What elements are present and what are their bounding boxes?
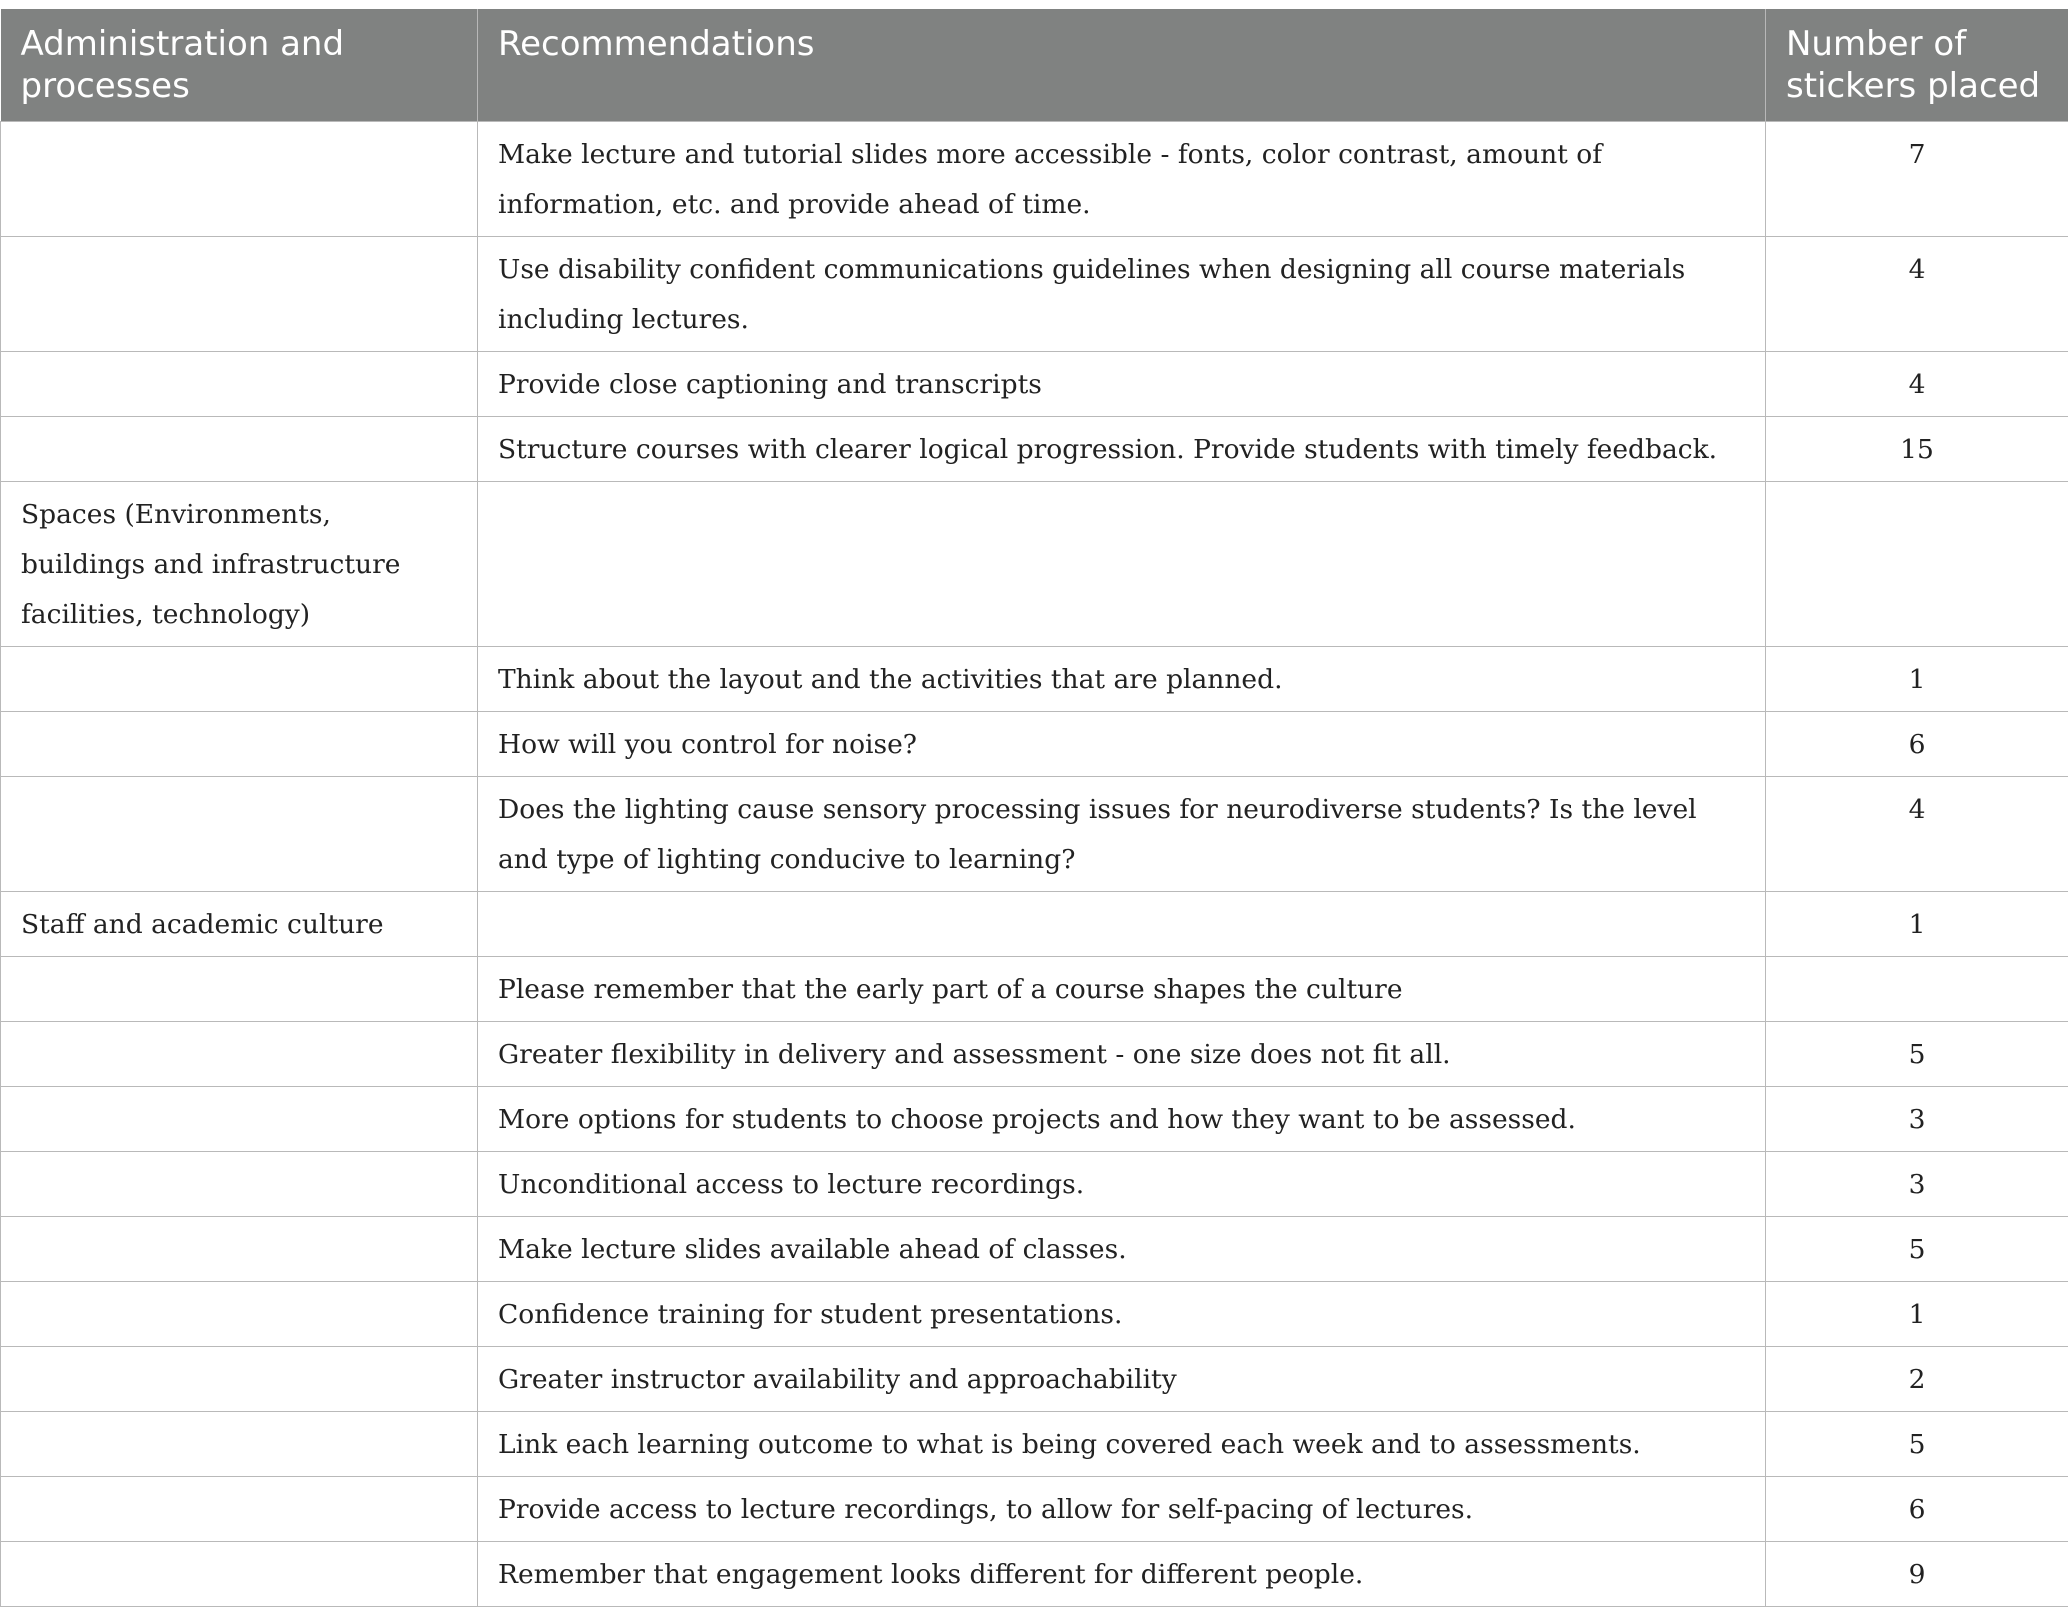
category-cell bbox=[1, 1022, 478, 1087]
category-cell bbox=[1, 122, 478, 237]
category-cell bbox=[1, 1542, 478, 1607]
recommendation-cell: Make lecture slides available ahead of classes. bbox=[478, 1217, 1766, 1282]
category-cell: Spaces (Environments, buildings and infrastructure facilities, technology) bbox=[1, 482, 478, 647]
category-cell bbox=[1, 417, 478, 482]
category-cell bbox=[1, 1282, 478, 1347]
category-cell: Staff and academic culture bbox=[1, 892, 478, 957]
table-row bbox=[1, 1282, 2068, 1347]
sticker-count-cell bbox=[1766, 482, 2068, 647]
category-cell bbox=[1, 1087, 478, 1152]
category-cell bbox=[1, 237, 478, 352]
header-recommendations: Recommendations bbox=[478, 9, 1766, 122]
recommendation-cell: Link each learning outcome to what is being covered each week and to assessments. bbox=[478, 1412, 1766, 1477]
recommendation-cell: Greater instructor availability and approachability bbox=[478, 1347, 1766, 1412]
table-row bbox=[1, 647, 2068, 712]
table-row bbox=[1, 892, 2068, 957]
header-row bbox=[1, 9, 2068, 122]
recommendation-cell: Confidence training for student presentations. bbox=[478, 1282, 1766, 1347]
category-cell bbox=[1, 1477, 478, 1542]
recommendation-cell: More options for students to choose projects and how they want to be assessed. bbox=[478, 1087, 1766, 1152]
recommendation-cell: Think about the layout and the activities that are planned. bbox=[478, 647, 1766, 712]
sticker-count-cell: 1 bbox=[1766, 892, 2068, 957]
recommendation-cell: Structure courses with clearer logical progression. Provide students with timely feedback. bbox=[478, 417, 1766, 482]
table-row bbox=[1, 1022, 2068, 1087]
recommendation-cell bbox=[478, 892, 1766, 957]
table-body bbox=[1, 122, 2068, 1607]
sticker-count-cell: 6 bbox=[1766, 1477, 2068, 1542]
table-row bbox=[1, 1542, 2068, 1607]
sticker-count-cell: 5 bbox=[1766, 1412, 2068, 1477]
table-row bbox=[1, 352, 2068, 417]
sticker-count-cell: 5 bbox=[1766, 1022, 2068, 1087]
sticker-count-cell: 1 bbox=[1766, 647, 2068, 712]
table-row bbox=[1, 1412, 2068, 1477]
sticker-count-cell: 3 bbox=[1766, 1152, 2068, 1217]
recommendation-cell: Please remember that the early part of a course shapes the culture bbox=[478, 957, 1766, 1022]
sticker-count-cell: 15 bbox=[1766, 417, 2068, 482]
recommendation-cell: Make lecture and tutorial slides more accessible - fonts, color contrast, amount of information, etc. and provide ahead of time. bbox=[478, 122, 1766, 237]
header-number-of-stickers-placed: Number of stickers placed bbox=[1766, 9, 2068, 122]
table-row bbox=[1, 1347, 2068, 1412]
category-cell bbox=[1, 1347, 478, 1412]
table-row bbox=[1, 237, 2068, 352]
recommendations-table bbox=[0, 9, 2068, 1607]
recommendation-cell: Does the lighting cause sensory processing issues for neurodiverse students? Is the level and type of lighting conducive to learning? bbox=[478, 777, 1766, 892]
table-row bbox=[1, 777, 2068, 892]
recommendation-cell: Unconditional access to lecture recordings. bbox=[478, 1152, 1766, 1217]
table-row bbox=[1, 1087, 2068, 1152]
sticker-count-cell: 4 bbox=[1766, 237, 2068, 352]
header-administration-and-processes: Administration and processes bbox=[1, 9, 478, 122]
category-cell bbox=[1, 1152, 478, 1217]
sticker-count-cell: 4 bbox=[1766, 777, 2068, 892]
sticker-count-cell: 4 bbox=[1766, 352, 2068, 417]
sticker-count-cell: 6 bbox=[1766, 712, 2068, 777]
category-cell bbox=[1, 647, 478, 712]
recommendation-cell: Greater flexibility in delivery and assessment - one size does not fit all. bbox=[478, 1022, 1766, 1087]
sticker-count-cell: 7 bbox=[1766, 122, 2068, 237]
table-header bbox=[1, 9, 2068, 122]
table-row bbox=[1, 1477, 2068, 1542]
table-row bbox=[1, 122, 2068, 237]
table-row bbox=[1, 712, 2068, 777]
table-row bbox=[1, 957, 2068, 1022]
category-cell bbox=[1, 957, 478, 1022]
sticker-count-cell: 1 bbox=[1766, 1282, 2068, 1347]
sticker-count-cell: 9 bbox=[1766, 1542, 2068, 1607]
recommendation-cell: How will you control for noise? bbox=[478, 712, 1766, 777]
category-cell bbox=[1, 352, 478, 417]
table-row bbox=[1, 1152, 2068, 1217]
table-row bbox=[1, 482, 2068, 647]
sticker-count-cell: 3 bbox=[1766, 1087, 2068, 1152]
table-row bbox=[1, 1217, 2068, 1282]
recommendation-cell: Provide access to lecture recordings, to allow for self-pacing of lectures. bbox=[478, 1477, 1766, 1542]
recommendation-cell: Use disability confident communications guidelines when designing all course materials including lectures. bbox=[478, 237, 1766, 352]
sticker-count-cell: 2 bbox=[1766, 1347, 2068, 1412]
sticker-count-cell: 5 bbox=[1766, 1217, 2068, 1282]
category-cell bbox=[1, 712, 478, 777]
recommendation-cell: Provide close captioning and transcripts bbox=[478, 352, 1766, 417]
sticker-count-cell bbox=[1766, 957, 2068, 1022]
category-cell bbox=[1, 1412, 478, 1477]
recommendations-table-container bbox=[0, 9, 2068, 1607]
table-row bbox=[1, 417, 2068, 482]
recommendation-cell bbox=[478, 482, 1766, 647]
category-cell bbox=[1, 1217, 478, 1282]
recommendation-cell: Remember that engagement looks different for different people. bbox=[478, 1542, 1766, 1607]
category-cell bbox=[1, 777, 478, 892]
